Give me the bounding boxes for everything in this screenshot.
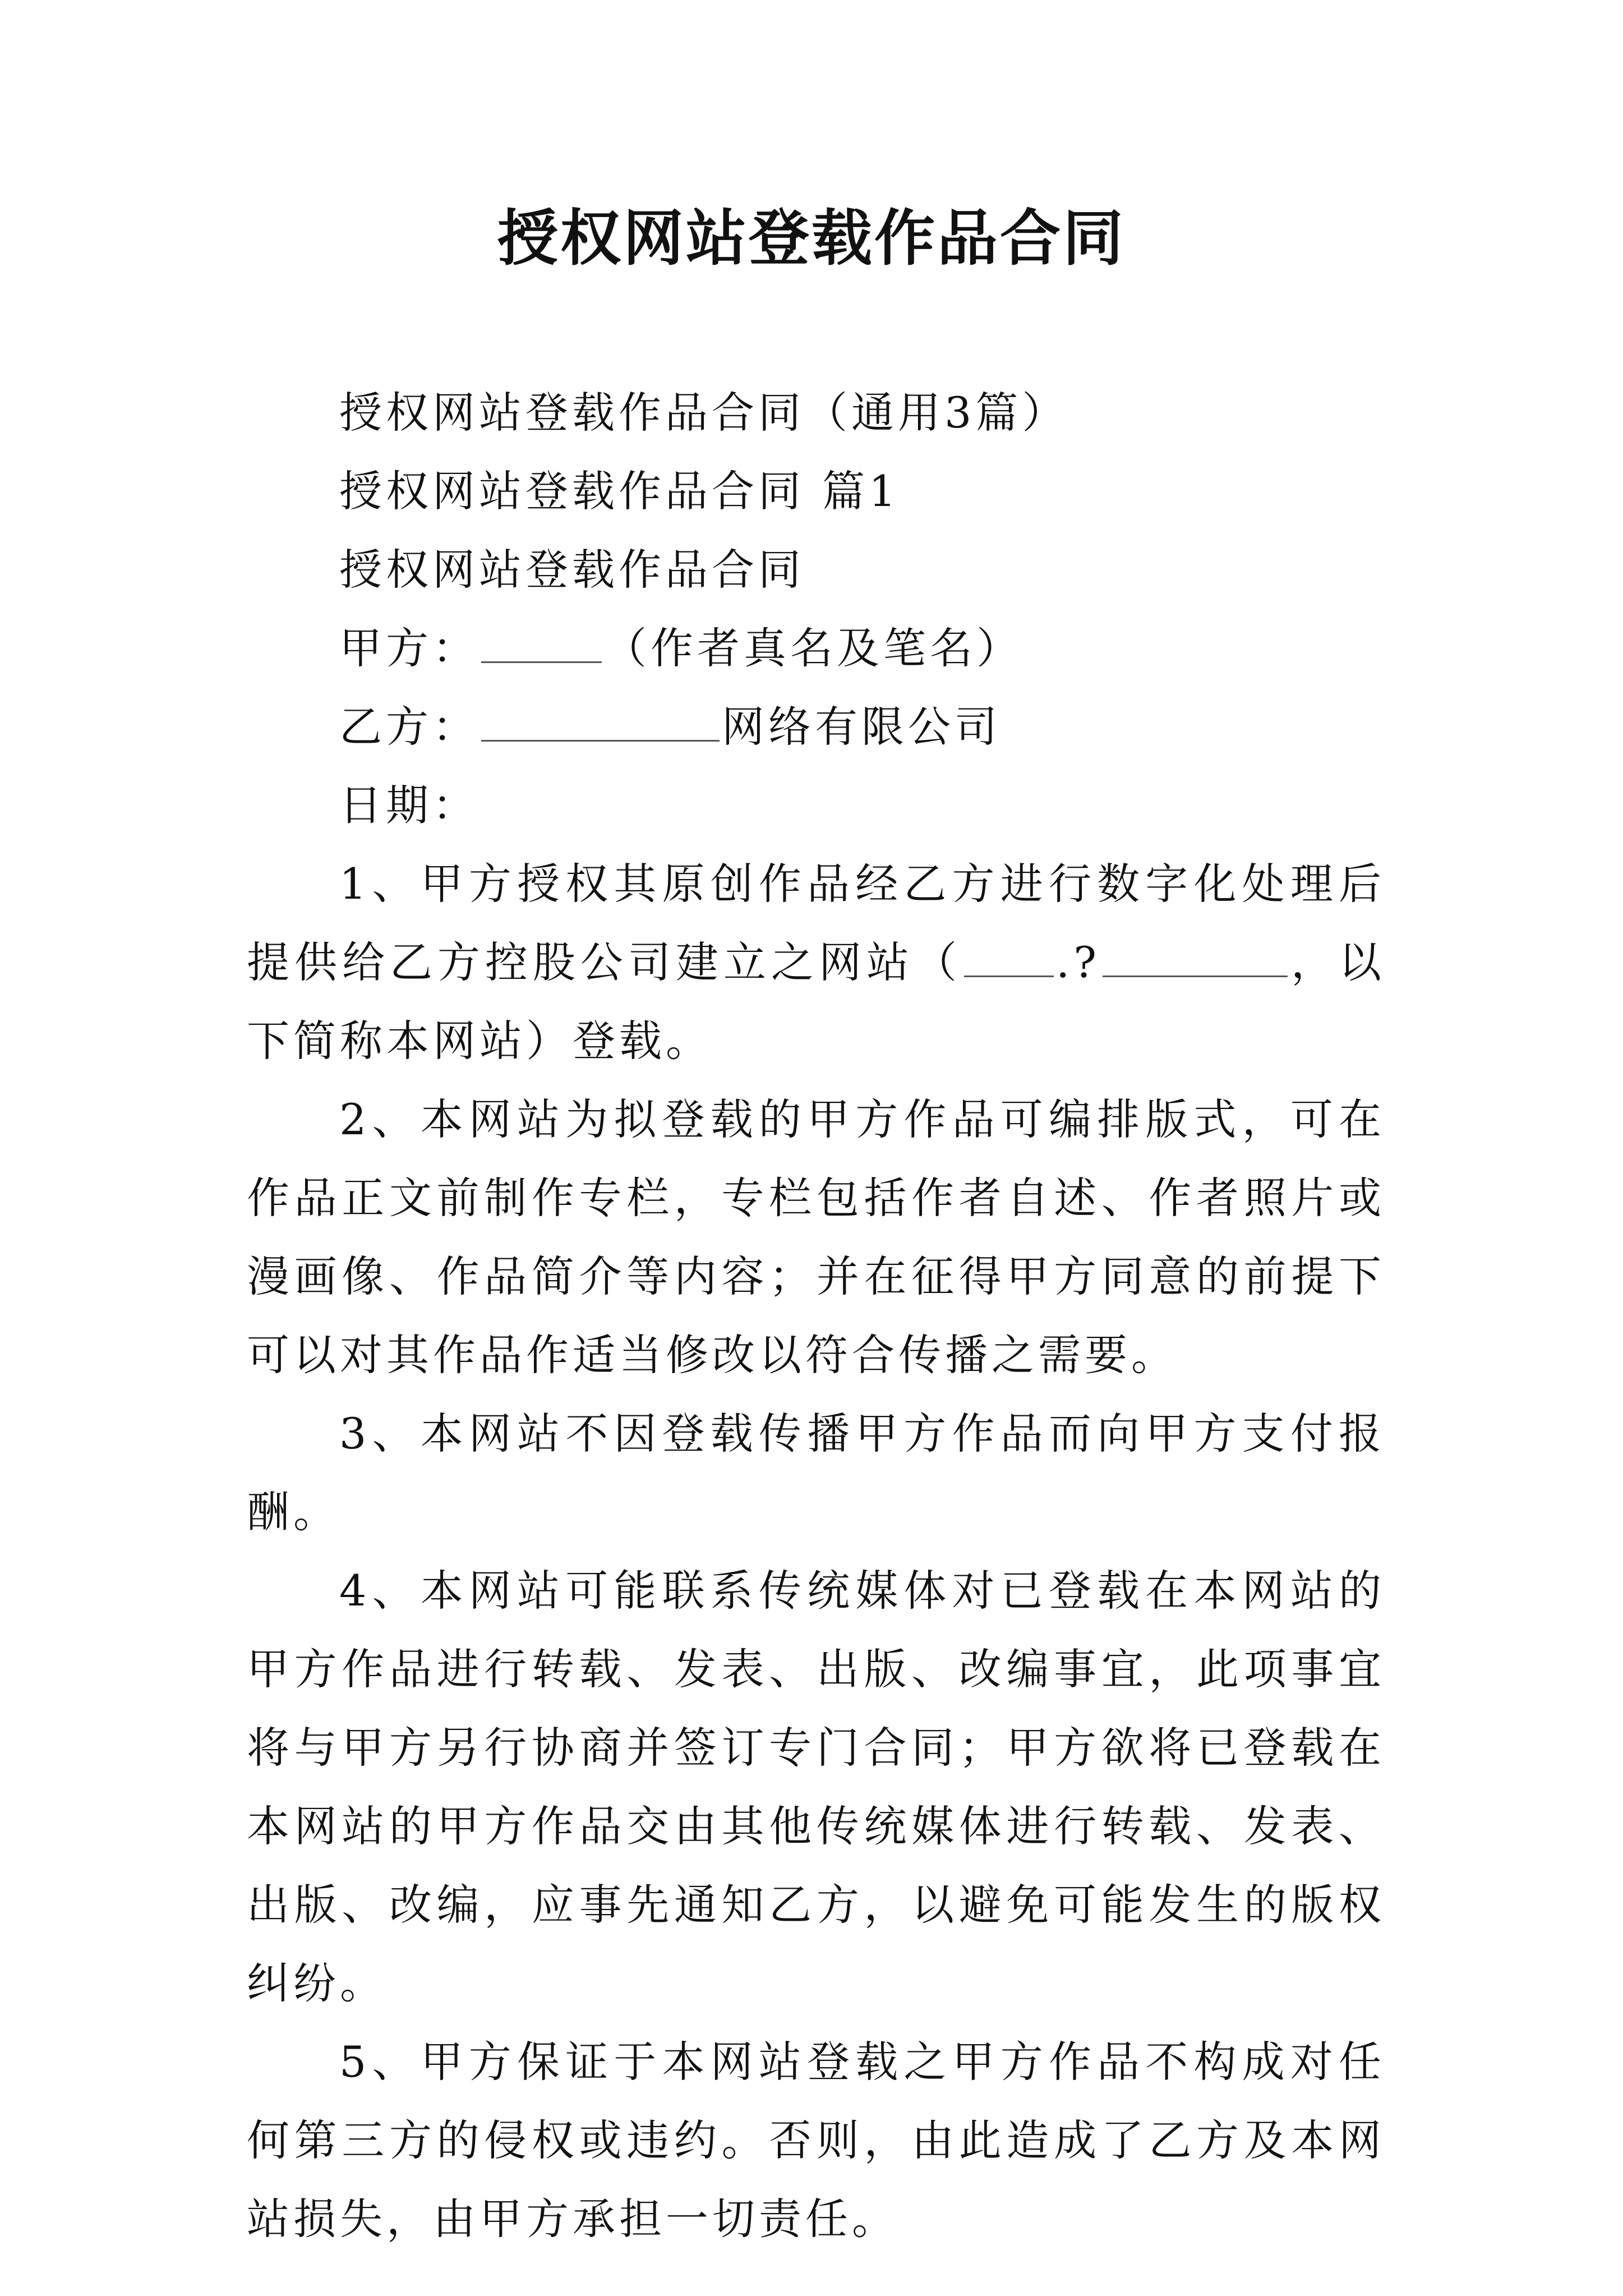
document-title: 授权网站登载作品合同	[497, 203, 1126, 274]
header-line: 授权网站登载作品合同	[339, 545, 805, 595]
clause-paragraph	[247, 845, 1385, 1080]
party-a-suffix: （作者真名及笔名）	[604, 623, 1023, 673]
document-body	[247, 374, 1385, 2258]
party-b-label: 乙方：	[339, 702, 479, 752]
clause-paragraph: 3、本网站不因登载传播甲方作品而向甲方支付报酬。	[247, 1409, 1385, 1537]
party-a-blank	[481, 628, 602, 663]
clause1-part1: 1、甲方授权其原创作品经乙方进行数字化处理后提供给乙方控股公司建立之网站（	[247, 859, 1385, 987]
clause-paragraph: 5、甲方保证于本网站登载之甲方作品不构成对任何第三方的侵权或违约。否则，由此造成了乙方及本网站损失，由甲方承担一切责任。	[247, 2037, 1385, 2244]
clause-paragraph: 2、本网站为拟登载的甲方作品可编排版式，可在作品正文前制作专栏，专栏包括作者自述、作者照片或漫画像、作品简介等内容；并在征得甲方同意的前提下可以对其作品作适当修改以符合传播之需要。	[247, 1094, 1385, 1380]
clause1-part2: .?	[1056, 937, 1100, 987]
header-line: 授权网站登载作品合同（通用3篇）	[339, 388, 1069, 438]
party-b-line	[247, 688, 1385, 766]
clause1-blank-2	[1103, 942, 1288, 977]
header-line: 授权网站登载作品合同 篇1	[339, 466, 900, 516]
party-a-line	[247, 609, 1385, 688]
clause1-blank-1	[964, 942, 1054, 977]
party-b-blank	[481, 706, 720, 742]
party-a-label: 甲方：	[339, 623, 479, 673]
party-b-suffix: 网络有限公司	[722, 702, 1001, 752]
date-line: 日期：	[339, 780, 479, 830]
clause-paragraph: 4、本网站可能联系传统媒体对已登载在本网站的甲方作品进行转载、发表、出版、改编事宜，此项事宜将与甲方另行协商并签订专门合同；甲方欲将已登载在本网站的甲方作品交由其他传统媒体进行转载、发表、出版、改编，应事先通知乙方，以避免可能发生的版权纠纷。	[247, 1566, 1385, 2008]
clause1-part3: ，以下简称本网站）登载。	[247, 937, 1386, 1066]
